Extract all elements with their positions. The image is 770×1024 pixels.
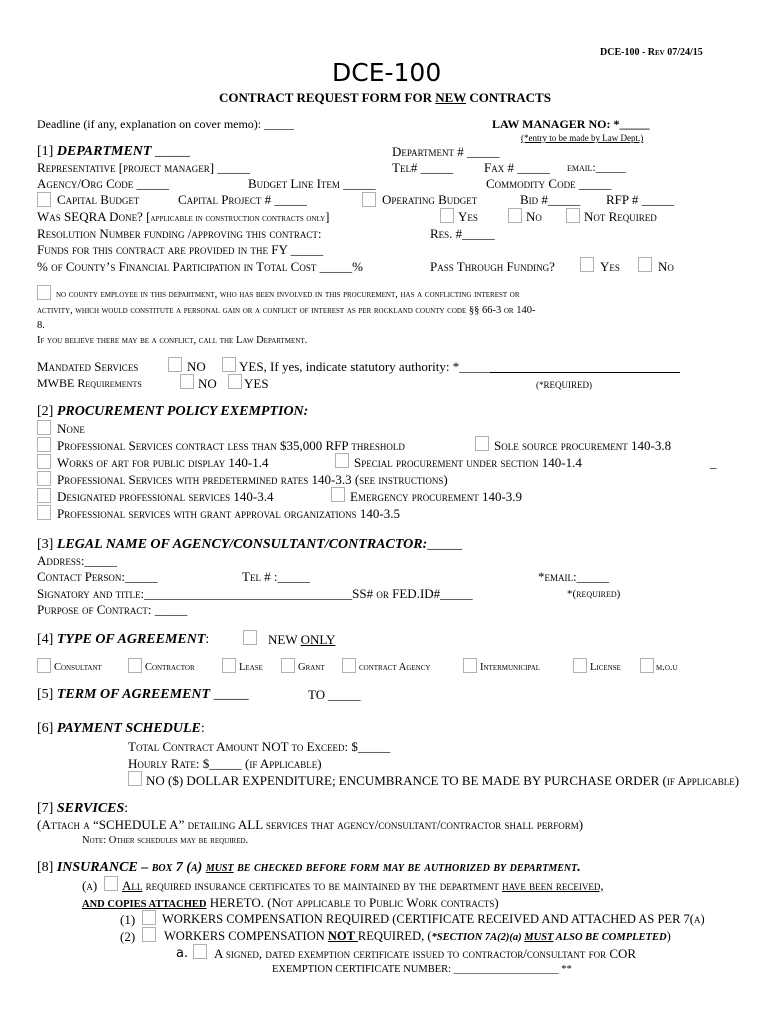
type-contract-agency-checkbox[interactable] — [342, 658, 356, 673]
seqra-no-checkbox[interactable] — [508, 208, 522, 223]
resolution-label: Resolution Number funding /approving this contract: — [37, 226, 322, 241]
exemption-sole-source-checkbox[interactable] — [475, 436, 489, 451]
conflict-text-3: 8. — [37, 320, 45, 331]
type-contract-agency-label: contract Agency — [359, 662, 431, 673]
statutory-authority-line — [490, 372, 680, 373]
law-manager-note: (*entry to be made by Law Dept.) — [521, 133, 644, 143]
exemption-special-checkbox[interactable] — [335, 453, 349, 468]
type-license-label: License — [590, 662, 621, 673]
services-note: Note: Other schedules may be required. — [82, 835, 249, 846]
sub-a-label: a. — [176, 946, 189, 961]
exemption-works-art-checkbox[interactable] — [37, 454, 51, 469]
exemption-special-label: Special procurement under section 140-1.4 — [354, 455, 582, 470]
wc-required-text: WORKERS COMPENSATION REQUIRED (CERTIFICATE RECEIVED AND ATTACHED AS PER 7(a) — [162, 912, 705, 926]
type-intermunicipal-label: Intermunicipal — [480, 662, 541, 673]
required-note-2: *(required) — [567, 588, 621, 600]
exemption-emergency-checkbox[interactable] — [331, 487, 345, 502]
insurance-a-text-2: AND COPIES ATTACHED HERETO. (Not applicable to Public Work contracts) — [82, 895, 499, 910]
budget-line-item-field[interactable]: Budget Line Item _____ — [248, 176, 376, 191]
section-5-heading: [5] TERM OF AGREEMENT _____ — [37, 687, 249, 702]
new-only-label: NEW ONLY — [268, 632, 336, 647]
mandated-no-checkbox[interactable] — [168, 357, 182, 372]
type-mou-label: m.o.u — [656, 662, 678, 673]
seqra-no-label: No — [526, 209, 542, 224]
pass-through-yes-label: Yes — [600, 259, 620, 274]
tel-field[interactable]: Tel# _____ — [392, 160, 454, 175]
rfp-field[interactable]: RFP # _____ — [606, 192, 675, 207]
type-license-checkbox[interactable] — [573, 658, 587, 673]
exemption-none-checkbox[interactable] — [37, 420, 51, 435]
type-consultant-checkbox[interactable] — [37, 658, 51, 673]
no-dollar-label: NO ($) DOLLAR EXPENDITURE; ENCUMBRANCE TO BE MADE BY PURCHASE ORDER (if Applicable) — [146, 773, 740, 788]
insurance-a-text: All required insurance certificates to be maintained by the department have been received, — [122, 878, 604, 893]
statutory-authority-field[interactable]: YES, If yes, indicate statutory authority: *_____ — [239, 359, 492, 374]
wc-2-label: (2) — [120, 929, 136, 944]
insurance-a-checkbox[interactable] — [104, 876, 118, 891]
section-1-heading: [1] DEPARTMENT _____ — [37, 144, 190, 159]
term-to-label: TO — [308, 687, 326, 702]
form-title: DCE-100 — [332, 58, 442, 87]
wc-not-required-text: WORKERS COMPENSATION NOT REQUIRED, (*SECTION 7A(2)(a) MUST ALSO BE COMPLETED) — [164, 929, 671, 943]
exemption-grant-approval-checkbox[interactable] — [37, 505, 51, 520]
signatory-field[interactable]: Signatory and title:________________________________SS# or FED.ID#_____ — [37, 586, 473, 601]
bid-field[interactable]: Bid #_____ — [520, 192, 581, 207]
exemption-designated-checkbox[interactable] — [37, 488, 51, 503]
capital-budget-label: Capital Budget — [57, 192, 140, 207]
type-intermunicipal-checkbox[interactable] — [463, 658, 477, 673]
type-contractor-label: Contractor — [145, 662, 195, 673]
seqra-label: Was SEQRA Done? [applicable in construction contracts only] — [37, 209, 330, 224]
mwbe-no-label: NO — [198, 376, 217, 391]
section-2-heading: [2] PROCUREMENT POLICY EXEMPTION: — [37, 404, 309, 419]
conflict-text-2: activity, which would constitute a personal gain or a conflict of interest as per rockland county code §§ 66-3 or 140- — [37, 305, 536, 316]
term-end-field[interactable]: _____ — [328, 687, 361, 702]
required-note: (*REQUIRED) — [536, 380, 592, 390]
mwbe-yes-label: YES — [244, 376, 269, 391]
contractor-email-field[interactable]: *email:_____ — [538, 569, 610, 584]
services-instruction: (Attach a “SCHEDULE A” detailing ALL services that agency/consultant/contractor shall perform) — [37, 817, 584, 832]
email-field[interactable]: email:_____ — [567, 160, 626, 174]
type-grant-checkbox[interactable] — [281, 658, 295, 673]
funds-fy-field[interactable]: Funds for this contract are provided in the FY _____ — [37, 242, 324, 257]
type-consultant-label: Consultant — [54, 662, 102, 673]
insurance-a-label: (a) — [82, 878, 98, 893]
type-grant-label: Grant — [298, 662, 325, 673]
representative-field[interactable]: Representative [project manager] _____ — [37, 160, 250, 175]
department-no-field[interactable]: Department # _____ — [392, 144, 500, 159]
exemption-emergency-label: Emergency procurement 140-3.9 — [350, 489, 523, 504]
pass-through-yes-checkbox[interactable] — [580, 257, 594, 272]
operating-budget-checkbox[interactable] — [362, 192, 376, 207]
wc-required-checkbox[interactable] — [142, 910, 156, 925]
pass-through-no-label: No — [658, 259, 674, 274]
purpose-field[interactable]: Purpose of Contract: _____ — [37, 602, 188, 617]
new-only-checkbox[interactable] — [243, 630, 257, 645]
exemption-certificate-text: A signed, dated exemption certificate issued to contractor/consultant for COR — [214, 946, 637, 961]
mandated-yes-checkbox[interactable] — [222, 357, 236, 372]
address-field[interactable]: Address:_____ — [37, 553, 118, 568]
dash-mark: _ — [710, 455, 717, 470]
section-7-heading: [7] SERVICES: — [37, 801, 129, 816]
wc-not-required-checkbox[interactable] — [142, 927, 156, 942]
seqra-not-required-label: Not Required — [584, 209, 657, 224]
county-participation-field[interactable]: % of County’s Financial Participation in Total Cost _____% — [37, 259, 363, 274]
exemption-prof-35k-label: Professional Services contract less than $35,000 RFP threshold — [57, 438, 405, 453]
revision-label: DCE-100 - Rev 07/24/15 — [600, 47, 703, 58]
type-lease-label: Lease — [239, 662, 263, 673]
total-amount-field[interactable]: Total Contract Amount NOT to Exceed: $_____ — [128, 739, 391, 754]
seqra-not-required-checkbox[interactable] — [566, 208, 580, 223]
hourly-rate-field[interactable]: Hourly Rate: $_____ (if Applicable) — [128, 756, 322, 771]
section-4-heading: [4] TYPE OF AGREEMENT: — [37, 632, 210, 647]
fax-field[interactable]: Fax # _____ — [484, 160, 550, 175]
section-3-heading: [3] LEGAL NAME OF AGENCY/CONSULTANT/CONTRACTOR:_____ — [37, 537, 463, 552]
exemption-predetermined-label: Professional Services with predetermined rates 140-3.3 (see instructions) — [57, 472, 448, 487]
exemption-grant-approval-label: Professional services with grant approval organizations 140-3.5 — [57, 506, 400, 521]
contact-person-field[interactable]: Contact Person:_____ — [37, 569, 158, 584]
section-8-heading: [8] INSURANCE – box 7 (a) must be checked before form may be authorized by department. — [37, 860, 581, 875]
mwbe-yes-checkbox[interactable] — [228, 374, 242, 389]
contractor-tel-field[interactable]: Tel # :_____ — [242, 569, 311, 584]
res-no-field[interactable]: Res. #_____ — [430, 226, 495, 241]
commodity-code-field[interactable]: Commodity Code _____ — [486, 176, 612, 191]
seqra-yes-checkbox[interactable] — [440, 208, 454, 223]
wc-1-label: (1) — [120, 912, 136, 927]
mwbe-label: MWBE Requirements — [37, 376, 142, 390]
conflict-text-1: no county employee in this department, who has been involved in this procurement, has a conflicting interest or — [56, 289, 520, 300]
type-lease-checkbox[interactable] — [222, 658, 236, 673]
exemption-prof-35k-checkbox[interactable] — [37, 437, 51, 452]
exemption-sole-source-label: Sole source procurement 140-3.8 — [494, 438, 672, 453]
exemption-certificate-number-field[interactable]: EXEMPTION CERTIFICATE NUMBER: ____________________ ** — [272, 964, 572, 975]
exemption-none-label: None — [57, 421, 85, 436]
conflict-text-4: If you believe there may be a conflict, call the Law Department. — [37, 335, 308, 346]
capital-budget-checkbox[interactable] — [37, 192, 51, 207]
no-conflict-checkbox[interactable] — [37, 285, 51, 300]
no-dollar-checkbox[interactable] — [128, 771, 142, 786]
operating-budget-label: Operating Budget — [382, 192, 478, 207]
mwbe-no-checkbox[interactable] — [180, 374, 194, 389]
section-6-heading: [6] PAYMENT SCHEDULE: — [37, 721, 205, 736]
type-mou-checkbox[interactable] — [640, 658, 654, 673]
pass-through-no-checkbox[interactable] — [638, 257, 652, 272]
exemption-works-art-label: Works of art for public display 140-1.4 — [57, 455, 269, 470]
form-subtitle: CONTRACT REQUEST FORM FOR NEW CONTRACTS — [219, 90, 551, 105]
law-manager-no-field[interactable]: LAW MANAGER NO: *_____ — [492, 117, 650, 131]
capital-project-field[interactable]: Capital Project # _____ — [178, 192, 307, 207]
seqra-yes-label: Yes — [458, 209, 478, 224]
type-contractor-checkbox[interactable] — [128, 658, 142, 673]
agency-org-code-field[interactable]: Agency/Org Code _____ — [37, 176, 170, 191]
deadline-field[interactable]: Deadline (if any, explanation on cover memo): _____ — [37, 117, 295, 131]
mandated-no-label: NO — [187, 359, 206, 374]
pass-through-label: Pass Through Funding? — [430, 259, 555, 274]
exemption-designated-label: Designated professional services 140-3.4 — [57, 489, 274, 504]
exemption-predetermined-checkbox[interactable] — [37, 471, 51, 486]
exemption-certificate-checkbox[interactable] — [193, 944, 207, 959]
mandated-services-label: Mandated Services — [37, 359, 139, 374]
